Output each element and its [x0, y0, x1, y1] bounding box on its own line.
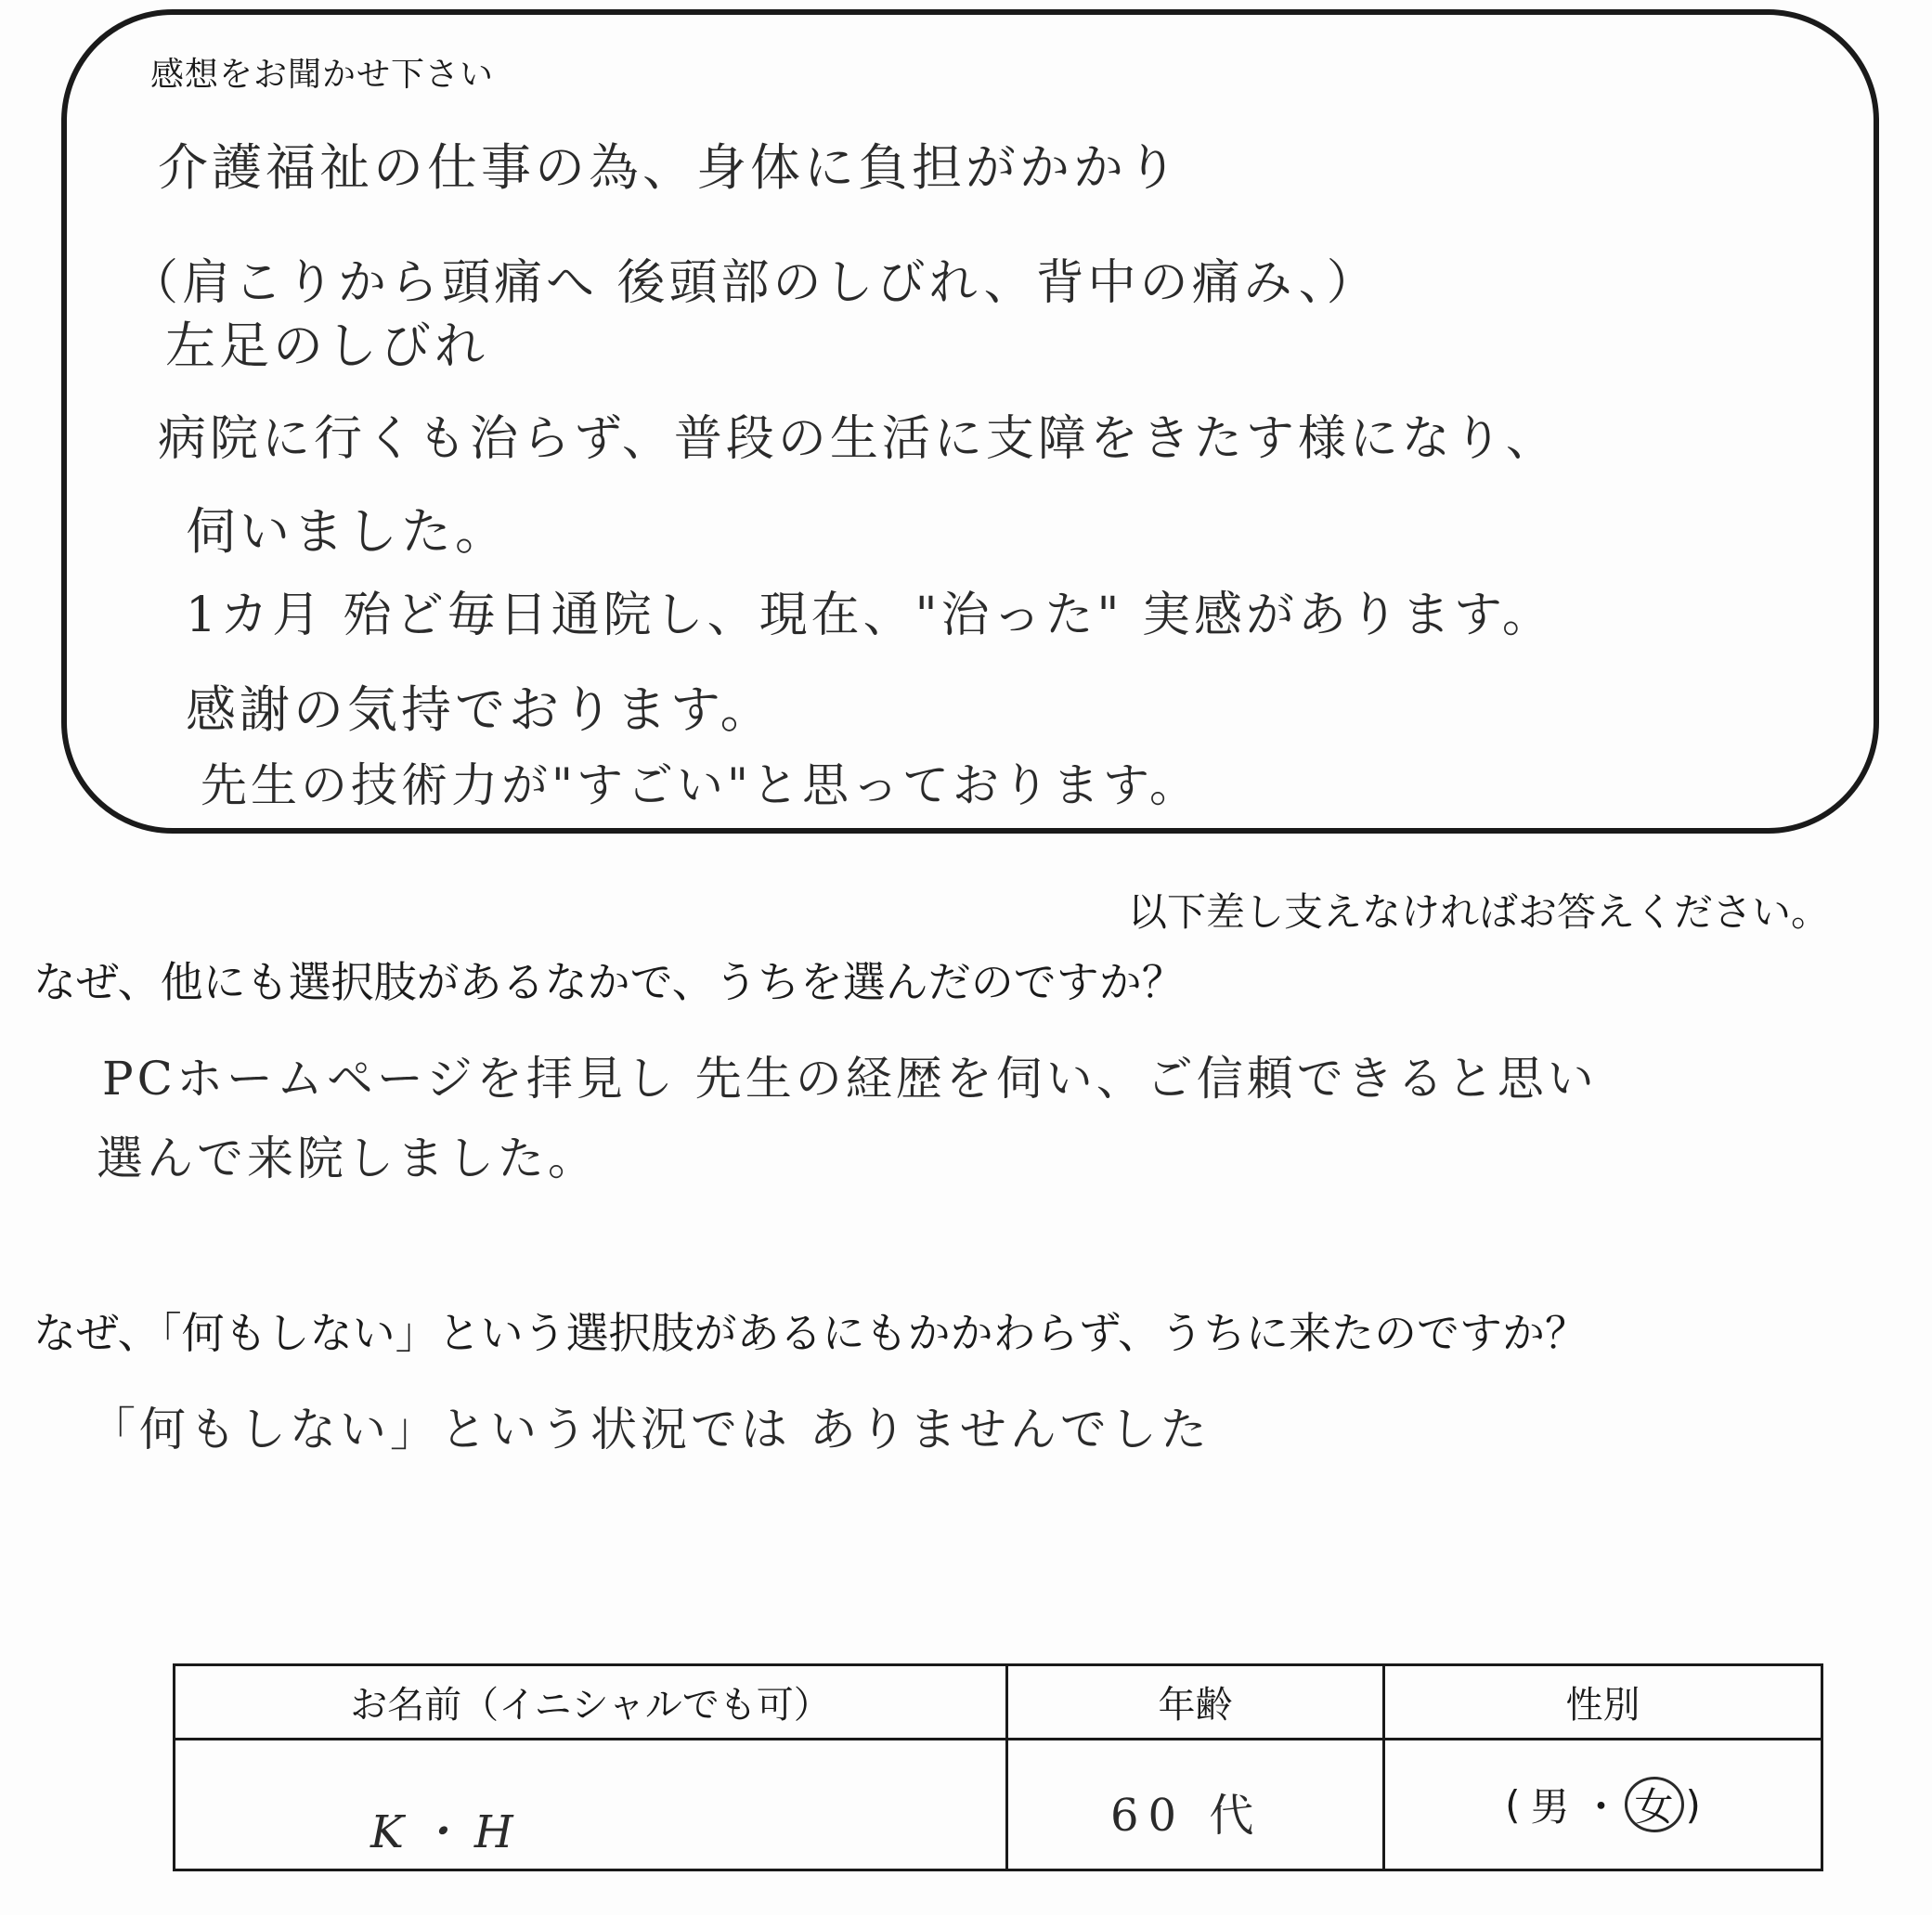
respondent-info-table — [173, 1663, 1823, 1871]
answer-2-line-1: 「何もしない」という状況では ありませんでした — [89, 1403, 1211, 1456]
impression-line-2: （肩こりから頭痛へ 後頭部のしびれ、背中の痛み、） — [130, 255, 1379, 311]
impression-line-6: 1カ月 殆ど毎日通院し、現在、"治った" 実感があります。 — [186, 588, 1554, 643]
name-header: お名前（イニシャルでも可） — [350, 1684, 831, 1727]
question-1: なぜ、他にも選択肢があるなかで、うちを選んだのですか？ — [33, 957, 1185, 1007]
impressions-heading: 感想をお聞かせ下さい — [150, 56, 495, 94]
gender-open-paren: ( — [1505, 1781, 1521, 1828]
name-header-cell — [175, 1666, 1008, 1740]
gender-options — [1503, 1777, 1703, 1832]
gender-value-cell — [1385, 1740, 1821, 1869]
gender-option-male: 男 — [1530, 1784, 1570, 1830]
gender-close-paren: ) — [1685, 1781, 1701, 1828]
gender-option-female: 女 — [1625, 1777, 1684, 1832]
answer-1-line-2: 選んで来院しました。 — [97, 1132, 598, 1185]
gender-separator: ・ — [1581, 1784, 1621, 1830]
name-value: K・H — [370, 1806, 526, 1858]
name-value-cell — [175, 1740, 1008, 1869]
age-header-cell — [1008, 1666, 1385, 1740]
answer-1-line-1: PCホームページを拝見し 先生の経歴を伺い、ご信頼できると思い — [102, 1052, 1598, 1106]
impression-line-4: 病院に行くも治らず、普段の生活に支障をきたす様になり、 — [158, 411, 1558, 467]
age-header: 年齢 — [1158, 1684, 1233, 1727]
instruction-text: 以下差し支えなければお答えください。 — [1127, 889, 1830, 935]
gender-header: 性別 — [1565, 1684, 1640, 1727]
impression-line-3: 左足のしびれ — [165, 317, 488, 375]
age-value-cell — [1008, 1740, 1385, 1869]
impression-line-5: 伺いました。 — [186, 502, 509, 561]
gender-header-cell — [1385, 1666, 1821, 1740]
age-value: 60 代 — [1110, 1790, 1264, 1842]
impression-line-7: 感謝の気持でおります。 — [186, 680, 774, 739]
question-2: なぜ、「何もしない」という選択肢があるにもかかわらず、うちに来たのですか？ — [33, 1308, 1588, 1358]
impression-line-1: 介護福祉の仕事の為、身体に負担がかかり — [158, 138, 1181, 197]
impression-line-8: 先生の技術力が"すごい"と思っております。 — [201, 758, 1199, 812]
